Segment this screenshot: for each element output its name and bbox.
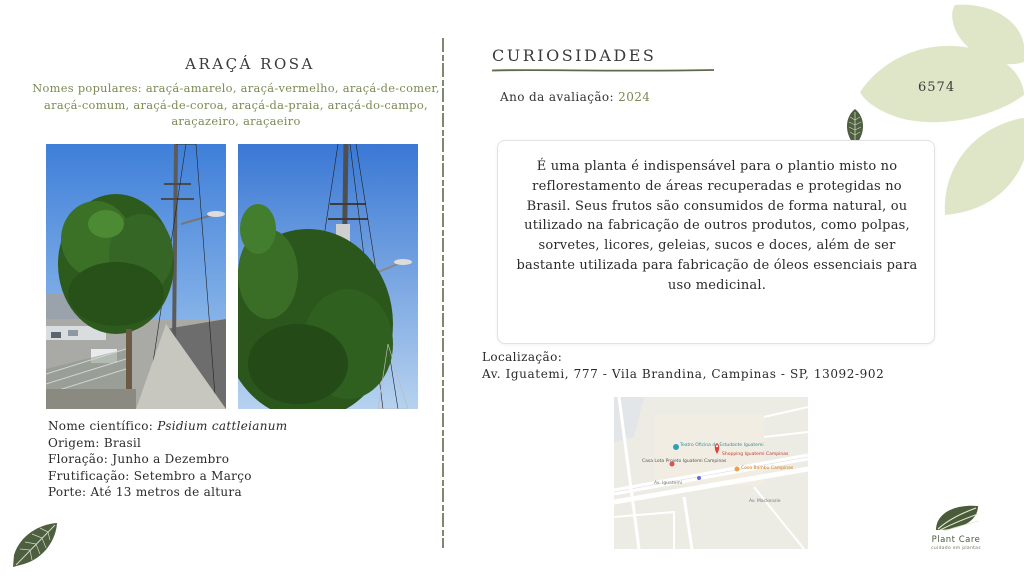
fact-flowering: Floração: Junho a Dezembro bbox=[48, 452, 230, 467]
location-address: Av. Iguatemi, 777 - Vila Brandina, Campinas - SP, 13092-902 bbox=[482, 367, 885, 381]
curiosities-card bbox=[497, 140, 935, 344]
plant-care-logo bbox=[918, 500, 994, 560]
popular-names-value: araçá-amarelo, araçá-vermelho, araçá-de-comer, araçá-comum, araçá-de-coroa, araçá-da-praia, araçá-do-campo, araçazeiro, araçaeiro bbox=[44, 81, 440, 128]
popular-names bbox=[30, 80, 442, 130]
evaluation-year-value: 2024 bbox=[618, 90, 651, 104]
location-label: Localização: bbox=[482, 350, 563, 364]
plant-title: ARAÇÁ ROSA bbox=[185, 55, 315, 73]
curiosities-title: CURIOSIDADES bbox=[492, 46, 657, 65]
map-label-casa: Casa Lota Projeto Iguatemi Campinas bbox=[642, 459, 727, 464]
plant-photo-2 bbox=[238, 144, 418, 409]
evaluation-year: Ano da avaliação: 2024 bbox=[500, 90, 651, 104]
scientific-name-value: Psidium cattleianum bbox=[157, 419, 288, 433]
popular-names-label: Nomes populares: bbox=[32, 81, 142, 95]
map-label-av-mackenzie: Av. Mackenzie bbox=[749, 499, 781, 504]
logo-name: Plant Care bbox=[931, 535, 981, 545]
map-label-shopping: Shopping Iguatemi Campinas bbox=[722, 452, 789, 457]
location-map[interactable] bbox=[614, 397, 808, 549]
map-label-teatro: Teatro Oficina do Estudante Iguatemi bbox=[680, 443, 764, 448]
plant-code: 6574 bbox=[918, 80, 956, 95]
map-label-coco-bambu: Coco Bambu Campinas bbox=[741, 466, 794, 471]
logo-tagline: cuidado em plantas bbox=[931, 546, 981, 551]
fact-origin: Origem: Brasil bbox=[48, 435, 142, 450]
fact-size: Porte: Até 13 metros de altura bbox=[48, 485, 242, 500]
curiosities-text: É uma planta é indispensável para o plantio misto no reflorestamento de áreas recuperadas e protegidas no Brasil. Seus frutos são consumidos de forma natural, ou utilizado na fabricação de outros produtos, como polpas, sorvetes, licores, geleias, sucos e doces, além de ser bastante utilizada para fabricação de óleos essenciais para uso medicinal. bbox=[516, 159, 918, 293]
map-label-av-iguatemi: Av. Iguatemi bbox=[654, 481, 682, 486]
plant-facts bbox=[48, 418, 287, 501]
fact-fruiting: Frutificação: Setembro a Março bbox=[48, 468, 252, 483]
column-divider bbox=[441, 38, 445, 548]
decorative-leaf-bottom-left bbox=[10, 520, 60, 570]
fact-scientific-name: Nome científico: Psidium cattleianum bbox=[48, 419, 288, 433]
curiosities-underline bbox=[492, 68, 714, 73]
plant-photo-1 bbox=[46, 144, 226, 409]
